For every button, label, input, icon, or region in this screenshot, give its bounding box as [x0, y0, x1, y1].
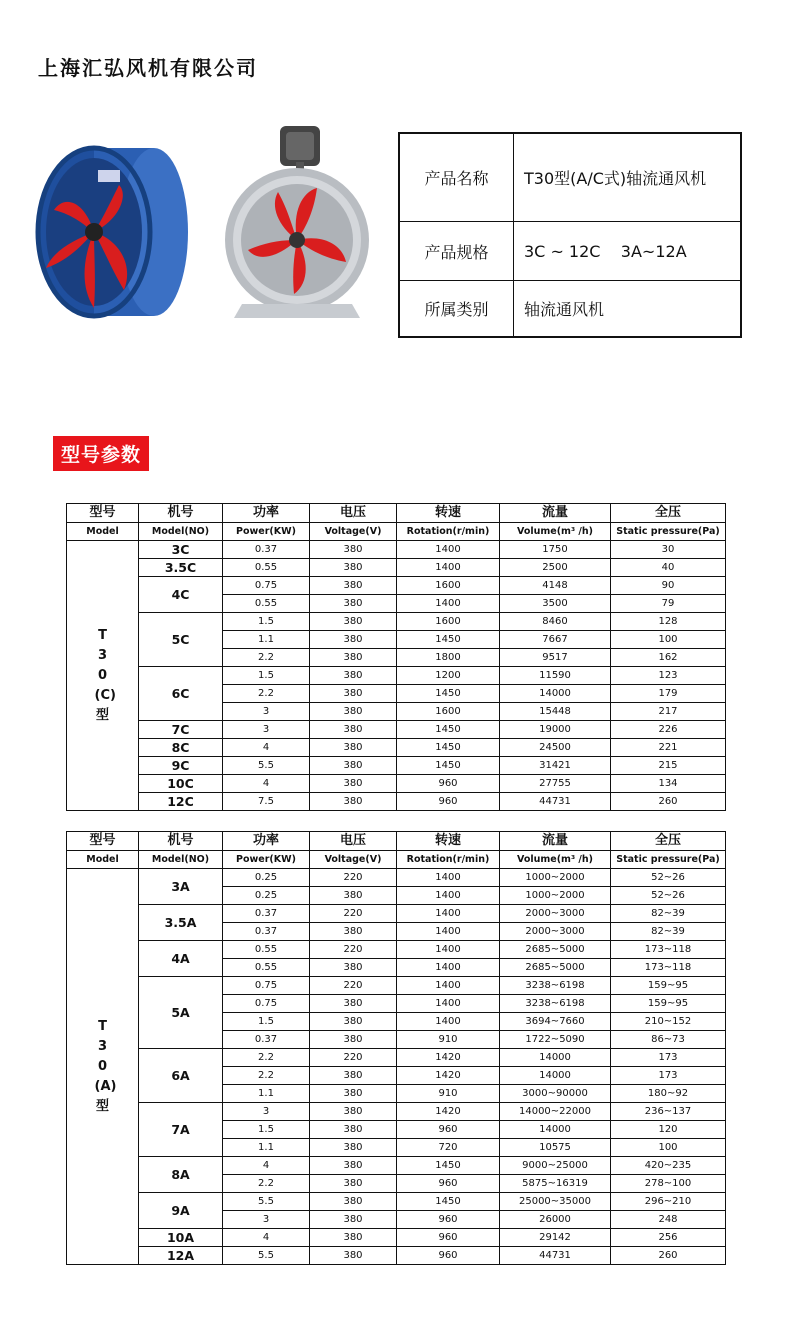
data-cell: 220	[310, 977, 397, 995]
column-header-zh: 流量	[500, 504, 611, 523]
info-value: 3C ~ 12C 3A~12A	[514, 222, 742, 281]
table-row	[67, 1157, 726, 1175]
data-cell: 380	[310, 1211, 397, 1229]
data-cell: 380	[310, 1247, 397, 1265]
data-cell: 260	[611, 1247, 726, 1265]
data-cell: 215	[611, 757, 726, 775]
table-row	[67, 667, 726, 685]
data-cell: 910	[397, 1031, 500, 1049]
data-cell: 82~39	[611, 905, 726, 923]
data-cell: 960	[397, 1211, 500, 1229]
data-cell: 2.2	[223, 1067, 310, 1085]
data-cell: 1400	[397, 887, 500, 905]
data-cell: 52~26	[611, 869, 726, 887]
data-cell: 960	[397, 1247, 500, 1265]
model-number-cell: 4A	[139, 941, 223, 977]
table-row	[67, 775, 726, 793]
model-number-cell: 3C	[139, 541, 223, 559]
data-cell: 1400	[397, 923, 500, 941]
table-row	[67, 977, 726, 995]
data-cell: 0.55	[223, 959, 310, 977]
data-cell: 30	[611, 541, 726, 559]
data-cell: 380	[310, 595, 397, 613]
model-number-cell: 9A	[139, 1193, 223, 1229]
model-number-cell: 7A	[139, 1103, 223, 1157]
data-cell: 1450	[397, 685, 500, 703]
table-row	[67, 1103, 726, 1121]
data-cell: 296~210	[611, 1193, 726, 1211]
data-cell: 1420	[397, 1067, 500, 1085]
column-header-en: Volume(m³ /h)	[500, 523, 611, 541]
column-header-en: Power(KW)	[223, 851, 310, 869]
data-cell: 1750	[500, 541, 611, 559]
data-cell: 0.75	[223, 995, 310, 1013]
data-cell: 380	[310, 1067, 397, 1085]
data-cell: 380	[310, 703, 397, 721]
data-cell: 1400	[397, 977, 500, 995]
data-cell: 380	[310, 775, 397, 793]
column-header-zh: 转速	[397, 832, 500, 851]
data-cell: 2.2	[223, 649, 310, 667]
column-header-en: Model(NO)	[139, 851, 223, 869]
column-header-en: Power(KW)	[223, 523, 310, 541]
data-cell: 3238~6198	[500, 995, 611, 1013]
column-header-en: Voltage(V)	[310, 851, 397, 869]
table-row	[67, 941, 726, 959]
data-cell: 2.2	[223, 1049, 310, 1067]
data-cell: 1722~5090	[500, 1031, 611, 1049]
data-cell: 1800	[397, 649, 500, 667]
column-header-zh: 电压	[310, 504, 397, 523]
model-number-cell: 8C	[139, 739, 223, 757]
data-cell: 14000	[500, 1121, 611, 1139]
data-cell: 123	[611, 667, 726, 685]
data-cell: 1200	[397, 667, 500, 685]
data-cell: 4	[223, 739, 310, 757]
data-cell: 0.37	[223, 923, 310, 941]
data-cell: 1400	[397, 595, 500, 613]
data-cell: 1400	[397, 541, 500, 559]
data-cell: 1.1	[223, 1085, 310, 1103]
data-cell: 217	[611, 703, 726, 721]
data-cell: 0.37	[223, 905, 310, 923]
info-value: 轴流通风机	[514, 281, 742, 338]
data-cell: 86~73	[611, 1031, 726, 1049]
model-number-cell: 10C	[139, 775, 223, 793]
data-cell: 380	[310, 541, 397, 559]
data-cell: 256	[611, 1229, 726, 1247]
data-cell: 7.5	[223, 793, 310, 811]
column-header-zh: 转速	[397, 504, 500, 523]
info-key: 所属类别	[399, 281, 514, 338]
column-header-en: Static pressure(Pa)	[611, 523, 726, 541]
data-cell: 2.2	[223, 685, 310, 703]
data-cell: 4	[223, 1229, 310, 1247]
data-cell: 1400	[397, 905, 500, 923]
table-row	[67, 1247, 726, 1265]
data-cell: 0.75	[223, 577, 310, 595]
data-cell: 128	[611, 613, 726, 631]
data-cell: 960	[397, 775, 500, 793]
column-header-zh: 全压	[611, 832, 726, 851]
table-row	[67, 905, 726, 923]
data-cell: 960	[397, 1175, 500, 1193]
data-cell: 380	[310, 649, 397, 667]
data-cell: 3	[223, 721, 310, 739]
data-cell: 44731	[500, 1247, 611, 1265]
model-number-cell: 10A	[139, 1229, 223, 1247]
data-cell: 380	[310, 613, 397, 631]
data-cell: 221	[611, 739, 726, 757]
data-cell: 25000~35000	[500, 1193, 611, 1211]
column-header-en: Volume(m³ /h)	[500, 851, 611, 869]
model-number-cell: 5A	[139, 977, 223, 1049]
model-number-cell: 3.5C	[139, 559, 223, 577]
table-row	[67, 793, 726, 811]
model-number-cell: 3.5A	[139, 905, 223, 941]
data-cell: 19000	[500, 721, 611, 739]
table-row	[67, 869, 726, 887]
data-cell: 1450	[397, 757, 500, 775]
data-cell: 236~137	[611, 1103, 726, 1121]
data-cell: 1.5	[223, 613, 310, 631]
data-cell: 720	[397, 1139, 500, 1157]
column-header-zh: 型号	[67, 832, 139, 851]
data-cell: 40	[611, 559, 726, 577]
column-header-en: Rotation(r/min)	[397, 523, 500, 541]
data-cell: 14000	[500, 1067, 611, 1085]
header-row-en	[67, 851, 726, 869]
data-cell: 380	[310, 1193, 397, 1211]
info-value: T30型(A/C式)轴流通风机	[514, 133, 742, 222]
table-row	[67, 721, 726, 739]
data-cell: 3238~6198	[500, 977, 611, 995]
data-cell: 120	[611, 1121, 726, 1139]
data-cell: 0.37	[223, 541, 310, 559]
data-cell: 278~100	[611, 1175, 726, 1193]
table-row	[67, 613, 726, 631]
column-header-en: Model	[67, 523, 139, 541]
table-row	[67, 757, 726, 775]
data-cell: 1000~2000	[500, 869, 611, 887]
data-cell: 1600	[397, 577, 500, 595]
header-row-zh	[67, 832, 726, 851]
data-cell: 220	[310, 1049, 397, 1067]
data-cell: 1400	[397, 941, 500, 959]
data-cell: 380	[310, 577, 397, 595]
column-header-zh: 机号	[139, 504, 223, 523]
data-cell: 380	[310, 1229, 397, 1247]
data-cell: 100	[611, 1139, 726, 1157]
data-cell: 380	[310, 1175, 397, 1193]
table-row	[67, 1193, 726, 1211]
data-cell: 1450	[397, 631, 500, 649]
data-cell: 380	[310, 1103, 397, 1121]
data-cell: 960	[397, 1229, 500, 1247]
blue-axial-fan-image	[24, 140, 190, 326]
data-cell: 0.37	[223, 1031, 310, 1049]
data-cell: 3	[223, 703, 310, 721]
data-cell: 1.5	[223, 667, 310, 685]
data-cell: 380	[310, 631, 397, 649]
data-cell: 2685~5000	[500, 941, 611, 959]
data-cell: 1400	[397, 995, 500, 1013]
header-row-zh	[67, 504, 726, 523]
column-header-zh: 机号	[139, 832, 223, 851]
column-header-zh: 全压	[611, 504, 726, 523]
data-cell: 1450	[397, 1193, 500, 1211]
data-cell: 0.55	[223, 559, 310, 577]
model-number-cell: 12C	[139, 793, 223, 811]
data-cell: 380	[310, 1157, 397, 1175]
data-cell: 11590	[500, 667, 611, 685]
column-header-zh: 流量	[500, 832, 611, 851]
data-cell: 380	[310, 923, 397, 941]
data-cell: 1600	[397, 613, 500, 631]
product-category-row	[399, 281, 741, 338]
data-cell: 5.5	[223, 757, 310, 775]
data-cell: 2500	[500, 559, 611, 577]
column-header-zh: 型号	[67, 504, 139, 523]
data-cell: 2000~3000	[500, 923, 611, 941]
column-header-en: Rotation(r/min)	[397, 851, 500, 869]
model-number-cell: 12A	[139, 1247, 223, 1265]
product-name-row	[399, 133, 741, 222]
series-label	[67, 541, 139, 811]
data-cell: 14000~22000	[500, 1103, 611, 1121]
data-cell: 1420	[397, 1049, 500, 1067]
data-cell: 3	[223, 1211, 310, 1229]
data-cell: 1450	[397, 1157, 500, 1175]
data-cell: 380	[310, 685, 397, 703]
data-cell: 380	[310, 1085, 397, 1103]
data-cell: 1.5	[223, 1121, 310, 1139]
spec-table-a-series	[66, 831, 726, 1265]
table-row	[67, 1049, 726, 1067]
data-cell: 159~95	[611, 995, 726, 1013]
spec-table-c-series	[66, 503, 726, 811]
data-cell: 24500	[500, 739, 611, 757]
data-cell: 4148	[500, 577, 611, 595]
data-cell: 380	[310, 721, 397, 739]
data-cell: 1000~2000	[500, 887, 611, 905]
data-cell: 0.55	[223, 595, 310, 613]
data-cell: 1400	[397, 959, 500, 977]
series-label-text: T30(C)型	[94, 627, 116, 723]
data-cell: 26000	[500, 1211, 611, 1229]
table-row	[67, 1229, 726, 1247]
data-cell: 2000~3000	[500, 905, 611, 923]
data-cell: 380	[310, 793, 397, 811]
data-cell: 14000	[500, 1049, 611, 1067]
data-cell: 380	[310, 739, 397, 757]
table-row	[67, 541, 726, 559]
data-cell: 159~95	[611, 977, 726, 995]
data-cell: 380	[310, 559, 397, 577]
data-cell: 173~118	[611, 941, 726, 959]
info-key: 产品名称	[399, 133, 514, 222]
data-cell: 380	[310, 1139, 397, 1157]
data-cell: 1400	[397, 869, 500, 887]
info-key: 产品规格	[399, 222, 514, 281]
data-cell: 0.55	[223, 941, 310, 959]
data-cell: 100	[611, 631, 726, 649]
data-cell: 380	[310, 995, 397, 1013]
data-cell: 248	[611, 1211, 726, 1229]
company-name: 上海汇弘风机有限公司	[38, 56, 258, 80]
data-cell: 1450	[397, 721, 500, 739]
data-cell: 380	[310, 959, 397, 977]
section-title-badge: 型号参数	[53, 436, 149, 471]
data-cell: 1600	[397, 703, 500, 721]
data-cell: 380	[310, 1031, 397, 1049]
data-cell: 7667	[500, 631, 611, 649]
model-number-cell: 3A	[139, 869, 223, 905]
column-header-en: Model(NO)	[139, 523, 223, 541]
column-header-en: Static pressure(Pa)	[611, 851, 726, 869]
data-cell: 0.75	[223, 977, 310, 995]
data-cell: 380	[310, 667, 397, 685]
data-cell: 3	[223, 1103, 310, 1121]
product-spec-row	[399, 222, 741, 281]
table-row	[67, 739, 726, 757]
data-cell: 10575	[500, 1139, 611, 1157]
data-cell: 5.5	[223, 1193, 310, 1211]
product-info-table	[398, 132, 742, 338]
data-cell: 180~92	[611, 1085, 726, 1103]
data-cell: 5875~16319	[500, 1175, 611, 1193]
data-cell: 220	[310, 869, 397, 887]
data-cell: 4	[223, 775, 310, 793]
data-cell: 5.5	[223, 1247, 310, 1265]
model-number-cell: 7C	[139, 721, 223, 739]
data-cell: 210~152	[611, 1013, 726, 1031]
data-cell: 162	[611, 649, 726, 667]
data-cell: 1450	[397, 739, 500, 757]
data-cell: 15448	[500, 703, 611, 721]
table-row	[67, 559, 726, 577]
data-cell: 960	[397, 1121, 500, 1139]
data-cell: 9517	[500, 649, 611, 667]
data-cell: 1.5	[223, 1013, 310, 1031]
data-cell: 910	[397, 1085, 500, 1103]
data-cell: 173	[611, 1067, 726, 1085]
header-row-en	[67, 523, 726, 541]
data-cell: 1400	[397, 559, 500, 577]
column-header-zh: 电压	[310, 832, 397, 851]
data-cell: 960	[397, 793, 500, 811]
series-label-text: T30(A)型	[94, 1018, 117, 1114]
model-number-cell: 8A	[139, 1157, 223, 1193]
model-number-cell: 5C	[139, 613, 223, 667]
column-header-en: Model	[67, 851, 139, 869]
data-cell: 79	[611, 595, 726, 613]
model-number-cell: 6A	[139, 1049, 223, 1103]
data-cell: 380	[310, 1013, 397, 1031]
data-cell: 3694~7660	[500, 1013, 611, 1031]
data-cell: 220	[310, 905, 397, 923]
data-cell: 9000~25000	[500, 1157, 611, 1175]
model-number-cell: 4C	[139, 577, 223, 613]
data-cell: 134	[611, 775, 726, 793]
data-cell: 3000~90000	[500, 1085, 611, 1103]
column-header-en: Voltage(V)	[310, 523, 397, 541]
data-cell: 1420	[397, 1103, 500, 1121]
data-cell: 226	[611, 721, 726, 739]
table-row	[67, 577, 726, 595]
data-cell: 380	[310, 757, 397, 775]
data-cell: 1.1	[223, 631, 310, 649]
data-cell: 14000	[500, 685, 611, 703]
data-cell: 380	[310, 887, 397, 905]
data-cell: 4	[223, 1157, 310, 1175]
data-cell: 0.25	[223, 887, 310, 905]
column-header-zh: 功率	[223, 832, 310, 851]
column-header-zh: 功率	[223, 504, 310, 523]
data-cell: 27755	[500, 775, 611, 793]
data-cell: 29142	[500, 1229, 611, 1247]
data-cell: 82~39	[611, 923, 726, 941]
data-cell: 52~26	[611, 887, 726, 905]
data-cell: 260	[611, 793, 726, 811]
series-label	[67, 869, 139, 1265]
data-cell: 90	[611, 577, 726, 595]
data-cell: 179	[611, 685, 726, 703]
grey-axial-fan-image	[222, 122, 376, 322]
model-number-cell: 9C	[139, 757, 223, 775]
data-cell: 3500	[500, 595, 611, 613]
data-cell: 1.1	[223, 1139, 310, 1157]
data-cell: 173~118	[611, 959, 726, 977]
data-cell: 220	[310, 941, 397, 959]
data-cell: 2.2	[223, 1175, 310, 1193]
data-cell: 8460	[500, 613, 611, 631]
data-cell: 1400	[397, 1013, 500, 1031]
data-cell: 2685~5000	[500, 959, 611, 977]
data-cell: 173	[611, 1049, 726, 1067]
data-cell: 0.25	[223, 869, 310, 887]
data-cell: 380	[310, 1121, 397, 1139]
data-cell: 44731	[500, 793, 611, 811]
data-cell: 420~235	[611, 1157, 726, 1175]
model-number-cell: 6C	[139, 667, 223, 721]
data-cell: 31421	[500, 757, 611, 775]
